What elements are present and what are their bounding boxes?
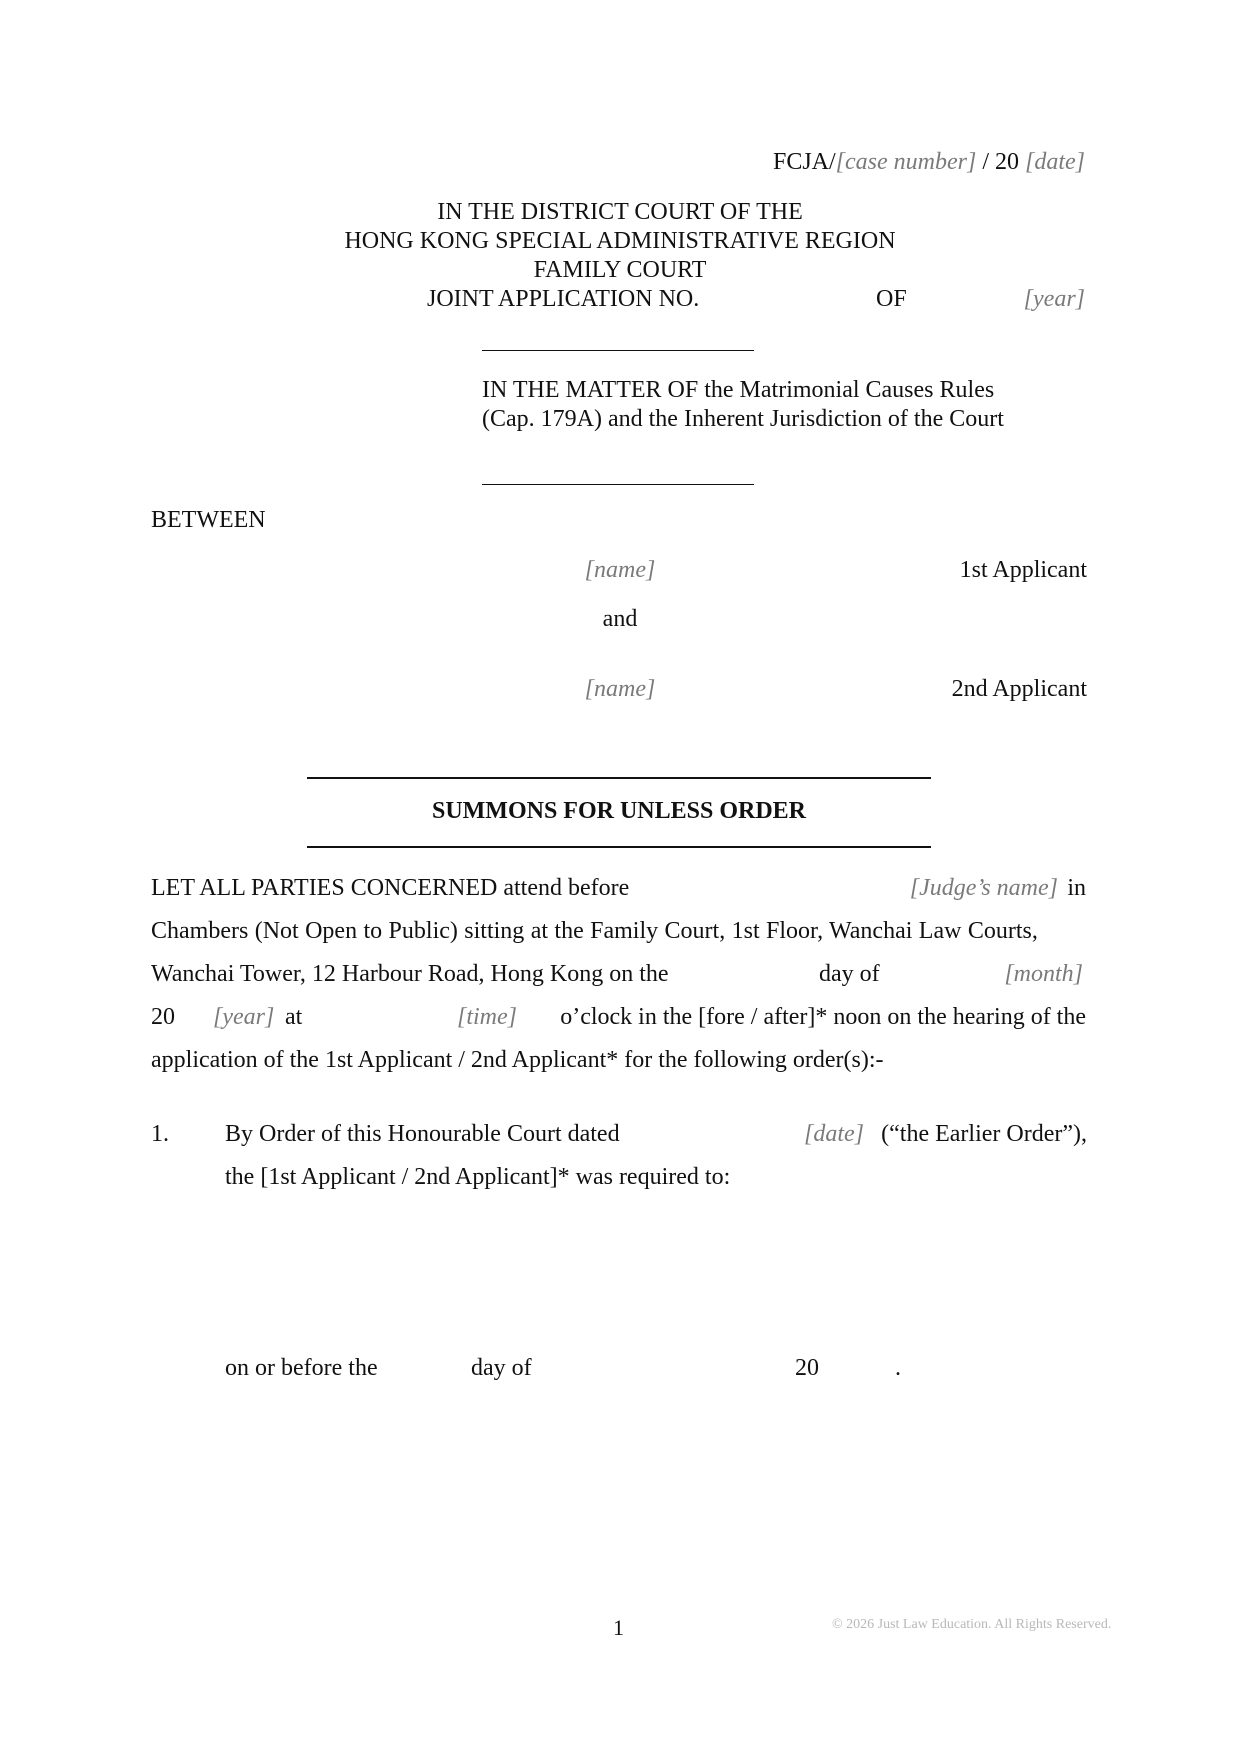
of-label: OF <box>876 286 907 312</box>
item-1-number: 1. <box>151 1121 169 1147</box>
summons-paragraph <box>151 874 1086 1074</box>
time-placeholder: [time] <box>457 1004 517 1030</box>
case-ref-mid: / 20 <box>976 149 1025 175</box>
and-label: and <box>602 606 638 632</box>
body-text-at: at <box>285 1004 303 1030</box>
item-1-line-2: the [1st Applicant / 2nd Applicant]* was required to: <box>225 1164 731 1190</box>
body-text-attend: LET ALL PARTIES CONCERNED attend before <box>151 875 630 901</box>
document-title: SUMMONS FOR UNLESS ORDER <box>431 798 807 824</box>
page-number: 1 <box>613 1615 624 1640</box>
body-text-oclock: o’clock in the [fore / after]* noon on the hearing of the <box>560 1004 1086 1030</box>
matter-line-2: (Cap. 179A) and the Inherent Jurisdiction of the Court <box>482 406 1004 432</box>
first-applicant-name: [name] <box>584 557 656 583</box>
joint-application-label: JOINT APPLICATION NO. <box>427 286 700 312</box>
divider-top <box>482 350 754 351</box>
between-label: BETWEEN <box>151 507 266 533</box>
item-1-text: By Order of this Honourable Court dated <box>225 1121 620 1147</box>
body-line-5: application of the 1st Applicant / 2nd Applicant* for the following order(s):- <box>151 1047 884 1073</box>
body-line-3 <box>151 960 1086 988</box>
year-placeholder: [year] <box>1023 286 1085 312</box>
item-1-earlier-order: (“the Earlier Order”), <box>881 1121 1087 1147</box>
body-text-address: Wanchai Tower, 12 Harbour Road, Hong Kong on the <box>151 961 669 987</box>
body-text-day-of: day of <box>819 961 880 987</box>
item-1-date-placeholder: [date] <box>804 1121 864 1147</box>
year-placeholder-body: [year] <box>213 1004 275 1030</box>
court-line-2: HONG KONG SPECIAL ADMINISTRATIVE REGION <box>344 228 896 254</box>
date-placeholder: [date] <box>1025 149 1085 175</box>
court-line-3: FAMILY COURT <box>533 257 707 283</box>
deadline-20: 20 <box>795 1355 819 1381</box>
divider-middle <box>482 484 754 485</box>
deadline-period: . <box>895 1355 901 1381</box>
first-applicant-role: 1st Applicant <box>959 557 1087 583</box>
case-reference <box>600 148 1085 176</box>
title-rule-top <box>307 777 931 779</box>
second-applicant-role: 2nd Applicant <box>951 676 1087 702</box>
body-line-4 <box>151 1003 1086 1031</box>
case-number-placeholder: [case number] <box>835 149 977 175</box>
body-text-in: in <box>1067 875 1086 901</box>
deadline-on-or-before: on or before the <box>225 1355 378 1381</box>
copyright-notice: © 2026 Just Law Education. All Rights Reserved. <box>832 1617 1112 1632</box>
case-ref-prefix: FCJA/ <box>772 149 836 175</box>
deadline-day-of: day of <box>471 1355 532 1381</box>
judge-name-placeholder: [Judge’s name] <box>909 875 1058 901</box>
body-line-2: Chambers (Not Open to Public) sitting at the Family Court, 1st Floor, Wanchai Law Courts, <box>151 918 1038 944</box>
matter-line-1: IN THE MATTER OF the Matrimonial Causes Rules <box>482 377 995 403</box>
month-placeholder: [month] <box>1004 961 1083 987</box>
body-text-20: 20 <box>151 1004 175 1030</box>
second-applicant-name: [name] <box>584 676 656 702</box>
court-line-1: IN THE DISTRICT COURT OF THE <box>437 199 803 225</box>
body-line-1 <box>151 874 1086 902</box>
title-rule-bottom <box>307 846 931 848</box>
